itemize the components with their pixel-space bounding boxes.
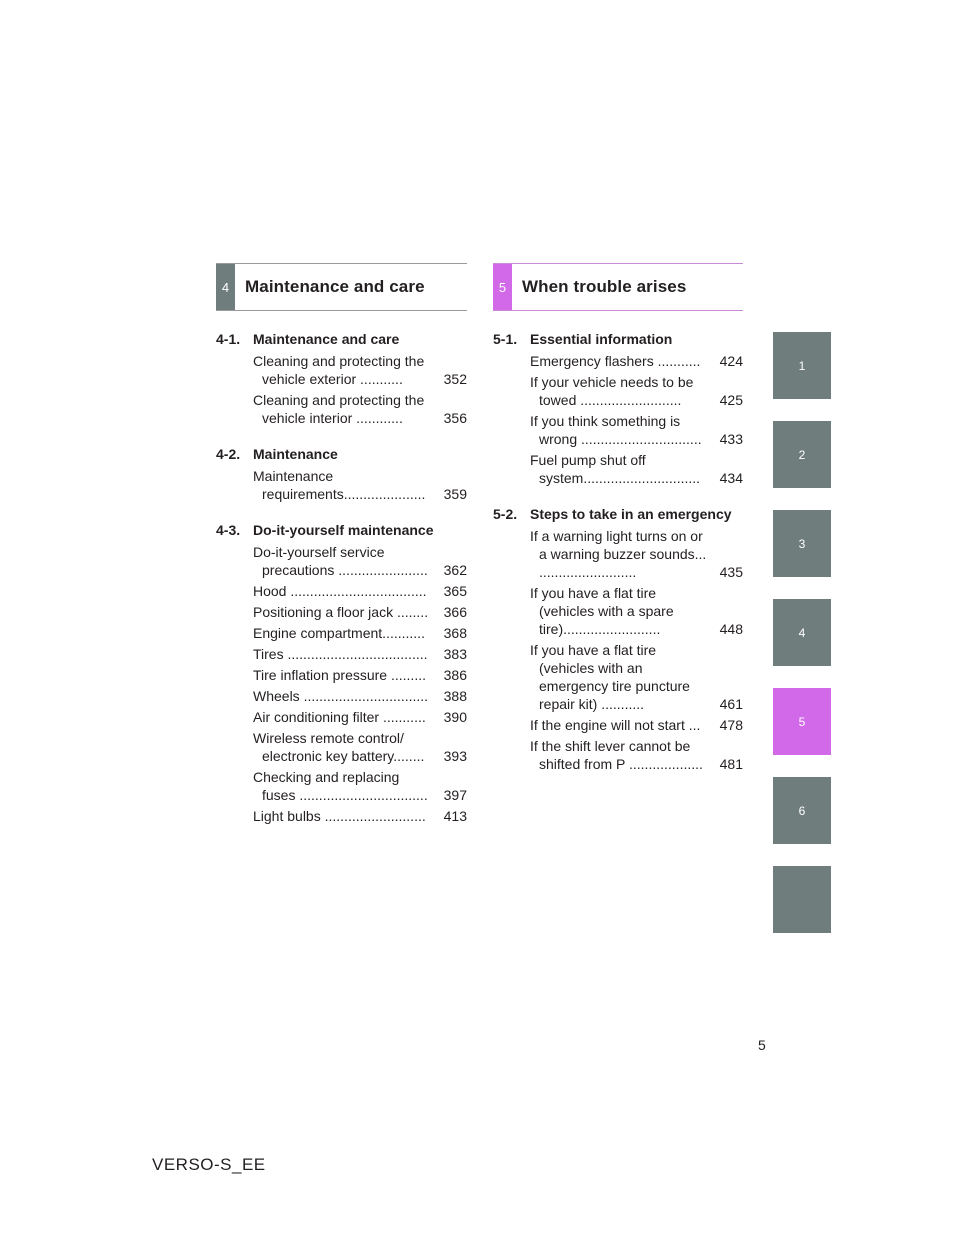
toc-entry[interactable] — [530, 412, 743, 448]
toc-entry-page: 390 — [443, 709, 467, 725]
toc-entry[interactable] — [253, 645, 467, 663]
toc-entry-text: If you have a flat tire (vehicles with a spare tire)......................... — [530, 585, 674, 637]
footer-code: VERSO-S_EE — [152, 1155, 266, 1174]
toc-entry-text: If you have a flat tire (vehicles with an emergency tire puncture repair kit) ........... — [530, 642, 690, 712]
toc-entry-page: 388 — [443, 688, 467, 704]
subsection-heading — [216, 520, 467, 540]
toc-entries — [493, 352, 743, 487]
subsection-heading — [493, 329, 743, 349]
section-title: Maintenance and care — [245, 277, 425, 296]
toc-entry-text: Air conditioning filter ........... — [253, 709, 426, 725]
subsection-title: Do-it-yourself maintenance — [253, 522, 434, 538]
toc-entry[interactable] — [253, 807, 467, 825]
toc-entry[interactable] — [253, 729, 467, 765]
toc-entry-text: Light bulbs .......................... — [253, 808, 426, 824]
toc-group — [493, 329, 743, 487]
subsection-title: Steps to take in an emergency — [530, 506, 732, 522]
toc-entry-page: 461 — [719, 696, 743, 712]
toc-entry-page: 413 — [443, 808, 467, 824]
toc-entry[interactable] — [253, 603, 467, 621]
toc-entry-text: If you think something is wrong ............................... — [530, 413, 702, 447]
chapter-tab-5[interactable]: 5 — [773, 688, 831, 755]
chapter-tab-1[interactable]: 1 — [773, 332, 831, 399]
subsection-title: Essential information — [530, 331, 673, 347]
chapter-tabs — [773, 332, 831, 955]
toc-entry-page: 356 — [443, 410, 467, 426]
toc-entry[interactable] — [253, 687, 467, 705]
toc-entry-page: 478 — [719, 717, 743, 733]
chapter-tab-3[interactable]: 3 — [773, 510, 831, 577]
subsection-code: 5-1. — [493, 331, 518, 347]
toc-entry-page: 393 — [443, 748, 467, 764]
chapter-tab-6[interactable]: 6 — [773, 777, 831, 844]
toc-entry[interactable] — [530, 527, 743, 581]
section-header-maintenance — [216, 263, 467, 311]
toc-entry-text: Wireless remote control/ electronic key battery........ — [253, 730, 425, 764]
toc-entry[interactable] — [530, 451, 743, 487]
toc-entries — [493, 527, 743, 773]
toc-entry-page: 448 — [719, 621, 743, 637]
toc-entry-page: 397 — [443, 787, 467, 803]
subsection-heading — [493, 504, 743, 524]
toc-entry[interactable] — [530, 352, 743, 370]
toc-entry[interactable] — [530, 716, 743, 734]
toc-entry[interactable] — [253, 467, 467, 503]
section-header-trouble — [493, 263, 743, 311]
toc-entry-text: If the shift lever cannot be shifted from P ................... — [530, 738, 703, 772]
toc-entry-page: 424 — [719, 353, 743, 369]
chapter-tab-4[interactable]: 4 — [773, 599, 831, 666]
toc-group — [216, 520, 467, 825]
subsection-code: 4-3. — [216, 522, 241, 538]
toc-entry[interactable] — [253, 582, 467, 600]
toc-entry-page: 366 — [443, 604, 467, 620]
toc-entry-text: Hood ................................... — [253, 583, 427, 599]
toc-entry-text: Cleaning and protecting the vehicle exterior ........... — [253, 353, 425, 387]
toc-entry-text: If your vehicle needs to be towed .......................... — [530, 374, 694, 408]
toc-entry-text: Cleaning and protecting the vehicle interior ............ — [253, 392, 425, 426]
toc-entry-text: If a warning light turns on or a warning buzzer sounds... ......................... — [530, 528, 707, 580]
toc-entry[interactable] — [530, 641, 743, 713]
section-number: 5 — [493, 264, 512, 310]
toc-entry-text: If the engine will not start ... — [530, 717, 701, 733]
toc-groups — [216, 329, 467, 825]
toc-entry-text: Checking and replacing fuses ................................. — [253, 769, 428, 803]
toc-entry-page: 425 — [719, 392, 743, 408]
right-column — [493, 263, 743, 790]
toc-entry[interactable] — [253, 768, 467, 804]
subsection-title: Maintenance and care — [253, 331, 400, 347]
toc-entry-page: 368 — [443, 625, 467, 641]
toc-entry-page: 434 — [719, 470, 743, 486]
toc-group — [216, 444, 467, 503]
toc-entry-page: 433 — [719, 431, 743, 447]
toc-entry[interactable] — [253, 391, 467, 427]
subsection-code: 5-2. — [493, 506, 518, 522]
toc-entry-text: Maintenance requirements..................... — [253, 468, 426, 502]
toc-entry[interactable] — [530, 737, 743, 773]
toc-entry-page: 362 — [443, 562, 467, 578]
toc-entry[interactable] — [530, 584, 743, 638]
toc-entry[interactable] — [253, 708, 467, 726]
toc-entry[interactable] — [253, 352, 467, 388]
toc-entry-page: 352 — [443, 371, 467, 387]
toc-entry-text: Tire inflation pressure ......... — [253, 667, 426, 683]
toc-entry-text: Tires .................................... — [253, 646, 428, 662]
toc-groups — [493, 329, 743, 773]
toc-entries — [216, 352, 467, 427]
chapter-tab-2[interactable]: 2 — [773, 421, 831, 488]
toc-entry[interactable] — [253, 543, 467, 579]
toc-group — [216, 329, 467, 427]
toc-entry-text: Fuel pump shut off system.............................. — [530, 452, 701, 486]
toc-entry-page: 435 — [719, 564, 743, 580]
toc-entry-text: Positioning a floor jack ........ — [253, 604, 429, 620]
toc-group — [493, 504, 743, 773]
page-number: 5 — [758, 1037, 766, 1053]
toc-entry-text: Engine compartment........... — [253, 625, 425, 641]
toc-entry[interactable] — [253, 666, 467, 684]
subsection-heading — [216, 329, 467, 349]
subsection-heading — [216, 444, 467, 464]
toc-entry-text: Wheels ................................ — [253, 688, 429, 704]
section-number: 4 — [216, 264, 235, 310]
section-title: When trouble arises — [522, 277, 687, 296]
toc-entries — [216, 467, 467, 503]
toc-entry-text: Emergency flashers ........... — [530, 353, 701, 369]
left-column — [216, 263, 467, 842]
toc-entries — [216, 543, 467, 825]
subsection-code: 4-2. — [216, 446, 241, 462]
toc-entry[interactable] — [253, 624, 467, 642]
toc-entry[interactable] — [530, 373, 743, 409]
toc-entry-page: 481 — [719, 756, 743, 772]
toc-entry-page: 359 — [443, 486, 467, 502]
subsection-code: 4-1. — [216, 331, 241, 347]
toc-entry-text: Do-it-yourself service precautions ....................... — [253, 544, 428, 578]
chapter-tab-index[interactable] — [773, 866, 831, 933]
toc-entry-page: 365 — [443, 583, 467, 599]
subsection-title: Maintenance — [253, 446, 338, 462]
toc-entry-page: 383 — [443, 646, 467, 662]
toc-entry-page: 386 — [443, 667, 467, 683]
